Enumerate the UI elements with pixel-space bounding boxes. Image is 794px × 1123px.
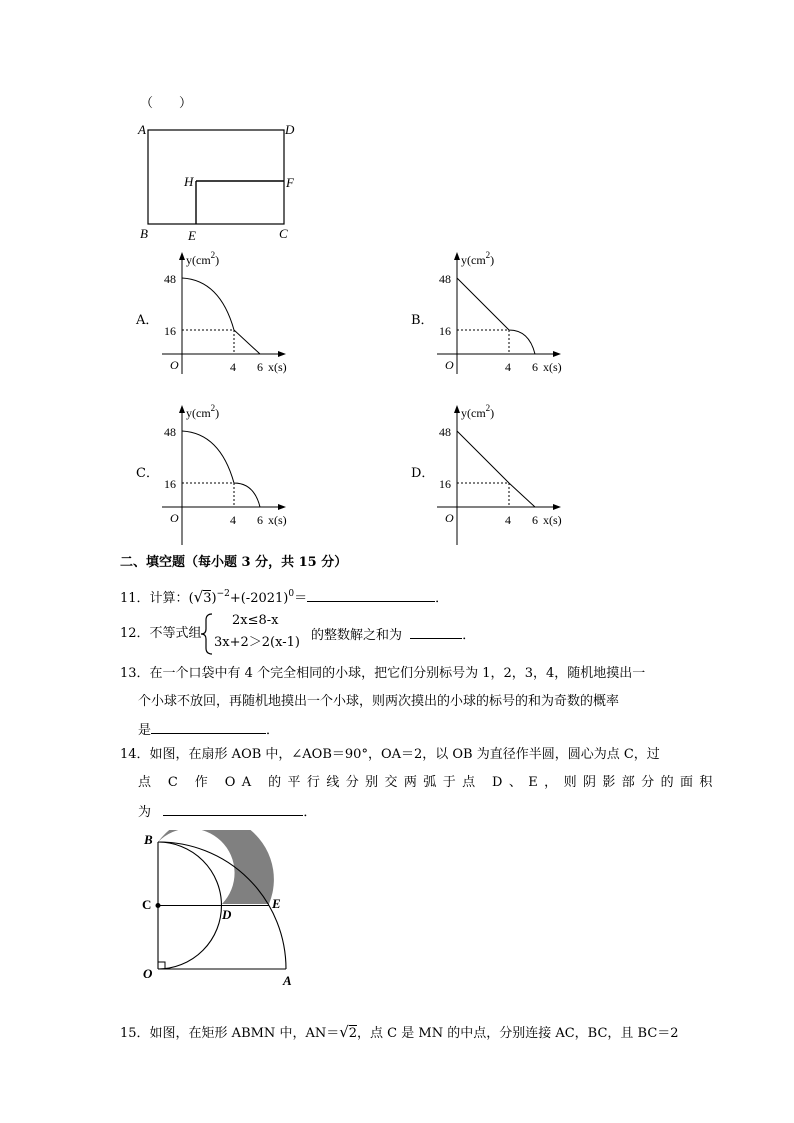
option-c-label: C． (136, 466, 159, 481)
x-tick-6: 6 (257, 360, 263, 374)
q13-line-1: 13．在一个口袋中有 4 个完全相同的小球，把它们分别标号为 1，2，3，4，随机地摸出一 (120, 666, 646, 681)
graph-option-b (405, 244, 585, 379)
y-axis-label: $y(cm^2)$ (461, 250, 495, 267)
q12-inequality-1: 2x≤8-x (232, 613, 279, 628)
fig-label-a: A (283, 973, 292, 988)
answer-blank-13 (151, 721, 266, 734)
label-h: H (184, 174, 194, 189)
shaded-region (158, 830, 274, 904)
option-a-label: A． (136, 313, 159, 328)
origin-label: O (445, 358, 454, 372)
x-axis-label: x(s) (543, 513, 562, 527)
answer-blank-12 (410, 626, 462, 639)
label-d: D (285, 122, 295, 137)
y-tick-16: 16 (439, 477, 451, 491)
fig-label-c: C (142, 897, 152, 912)
y-tick-16: 16 (439, 324, 451, 338)
brace-icon (200, 612, 214, 656)
fig-label-b: B (144, 832, 153, 847)
answer-blank-11 (307, 589, 435, 602)
option-d-label: D． (411, 466, 435, 481)
answer-paren: （ ） (140, 96, 193, 111)
q14-line-3: 为 ． (138, 805, 317, 820)
rectangle-abcd (148, 130, 284, 224)
question-15: 15．如图，在矩形 ABMN 中，AN＝√2，点 C 是 MN 的中点，分别连接 AC，BC，且 BC＝2 (120, 1023, 679, 1041)
q14-line-2: 点 C 作 OA 的平行线分别交两弧于点 D、E，则阴影部分的面积 (138, 775, 719, 790)
graph-option-c (130, 397, 310, 547)
y-axis-label: $y(cm^2)$ (186, 250, 220, 267)
label-f: F (286, 175, 294, 190)
label-c: C (279, 226, 288, 241)
q14-line-1: 14．如图，在扇形 AOB 中，∠AOB＝90°，OA＝2，以 OB 为直径作半圆，圆心为点 C，过 (120, 747, 660, 762)
y-tick-48: 48 (164, 425, 176, 439)
x-tick-6: 6 (257, 513, 263, 527)
x-tick-6: 6 (532, 360, 538, 374)
y-axis-label: $y(cm^2)$ (461, 403, 495, 420)
label-a: A (138, 122, 146, 137)
label-b: B (140, 226, 148, 241)
graph-option-d (405, 397, 585, 547)
y-tick-16: 16 (164, 477, 176, 491)
q12-inequality-2: 3x+2＞2(x-1) (214, 635, 300, 650)
x-axis-label: x(s) (268, 360, 287, 374)
origin-label: O (170, 358, 179, 372)
answer-blank-14 (163, 803, 303, 816)
x-tick-6: 6 (532, 513, 538, 527)
section-title: 二、填空题（每小题 3 分，共 15 分） (120, 555, 348, 570)
origin-label: O (170, 511, 179, 525)
y-axis-label: $y(cm^2)$ (186, 403, 220, 420)
fig-label-d: D (222, 907, 232, 922)
q12-suffix: 的整数解之和为 ． (311, 628, 476, 643)
q12-prefix: 12．不等式组 (120, 626, 202, 641)
label-e: E (188, 228, 196, 243)
x-axis-label: x(s) (543, 360, 562, 374)
y-tick-48: 48 (439, 272, 451, 286)
x-axis-label: x(s) (268, 513, 287, 527)
option-b-label: B． (411, 313, 434, 328)
x-tick-4: 4 (230, 513, 236, 527)
fig-label-e: E (272, 896, 281, 911)
y-tick-48: 48 (439, 425, 451, 439)
fig-label-o: O (143, 966, 153, 981)
y-tick-48: 48 (164, 272, 176, 286)
y-tick-16: 16 (164, 324, 176, 338)
q13-line-3: 是 ． (138, 723, 280, 738)
q13-line-2: 个小球不放回，再随机地摸出一个小球，则两次摸出的小球的标号的和为奇数的概率 (138, 694, 620, 709)
question-11: 11．计算：$(√3)^{-2}+(-2021)^0=$ ． (120, 588, 449, 606)
graph-option-a (130, 244, 310, 379)
x-tick-4: 4 (505, 360, 511, 374)
origin-label: O (445, 511, 454, 525)
x-tick-4: 4 (505, 513, 511, 527)
x-tick-4: 4 (230, 360, 236, 374)
